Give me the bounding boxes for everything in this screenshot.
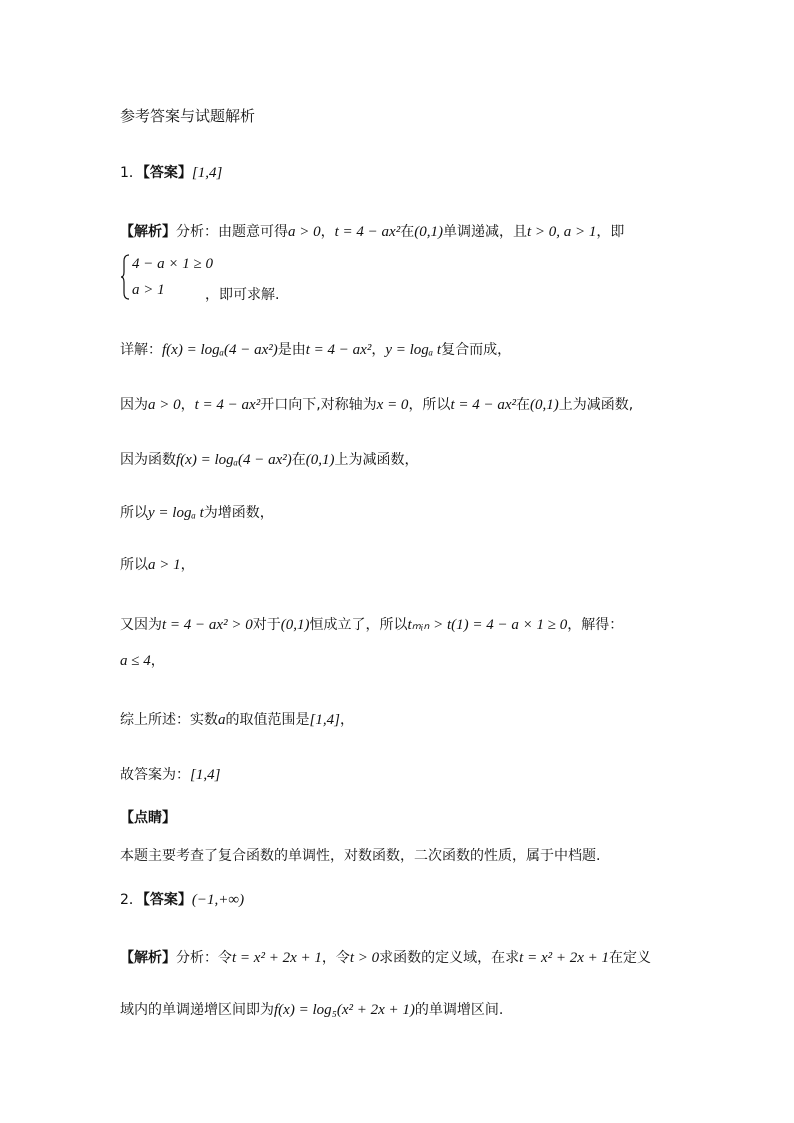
text: 在 bbox=[291, 452, 306, 468]
math: (0,1) bbox=[414, 224, 443, 240]
math: tₘᵢₙ > t(1) = 4 − a × 1 ≥ 0 bbox=[407, 617, 568, 633]
text: ， bbox=[180, 397, 195, 413]
text: 开口向下,对称轴为 bbox=[260, 397, 377, 413]
text: 又因为 bbox=[120, 617, 162, 633]
q1-detail-line bbox=[120, 340, 511, 360]
text: ，令 bbox=[321, 950, 350, 966]
text: ， bbox=[180, 557, 195, 573]
math: t > 0, a > 1 bbox=[526, 224, 597, 240]
page-title: 参考答案与试题解析 bbox=[120, 107, 256, 125]
text: 综上所述：实数 bbox=[120, 712, 218, 728]
text: 对于 bbox=[252, 617, 281, 633]
q1-remark-tag: 【点睛】 bbox=[120, 810, 176, 826]
math: x = 0 bbox=[376, 397, 409, 413]
q1-analysis-line-1 bbox=[120, 222, 624, 242]
text: 为增函数， bbox=[203, 505, 274, 521]
math: y = logₐ t bbox=[385, 342, 442, 358]
math: a bbox=[218, 712, 226, 728]
q1-summary: 本题主要考查了复合函数的单调性，对数函数，二次函数的性质，属于中档题. bbox=[120, 848, 601, 864]
text: 域内的单调递增区间即为 bbox=[120, 1002, 274, 1018]
math: a ≤ 4 bbox=[120, 653, 151, 669]
math: t = 4 − ax² bbox=[450, 397, 517, 413]
math: t = x² + 2x + 1 bbox=[232, 950, 322, 966]
q1-line-10 bbox=[120, 710, 354, 730]
text: 单调递减，且 bbox=[442, 224, 527, 240]
system-line-1: 4 − a × 1 ≥ 0 bbox=[132, 256, 213, 272]
math: (0,1) bbox=[305, 452, 335, 468]
text: 是由 bbox=[277, 342, 306, 358]
q1-line-11 bbox=[120, 765, 220, 785]
text: 恒成立了，所以 bbox=[309, 617, 408, 633]
math: (0,1) bbox=[530, 397, 559, 413]
math: f(x) = logₐ(4 − ax²) bbox=[176, 452, 292, 468]
text: ，解得： bbox=[567, 617, 624, 633]
text: 详解： bbox=[120, 342, 162, 358]
q1-line-8 bbox=[120, 615, 623, 635]
text: 因为函数 bbox=[120, 452, 176, 468]
math: t = 4 − ax² bbox=[194, 397, 261, 413]
q1-line-6 bbox=[120, 503, 274, 523]
text: 求函数的定义域，在求 bbox=[379, 950, 520, 966]
math: y = logₐ t bbox=[148, 505, 204, 521]
text: 上为减函数， bbox=[334, 452, 419, 468]
q2-number: 2． bbox=[120, 892, 143, 908]
q1-answer-tag: 【答案】 bbox=[142, 165, 192, 181]
text: 在 bbox=[400, 224, 415, 240]
text: ，所以 bbox=[408, 397, 451, 413]
text: ， bbox=[320, 224, 335, 240]
text: 故答案为： bbox=[120, 767, 190, 783]
text: ，即 bbox=[596, 224, 625, 240]
text: ， bbox=[371, 342, 386, 358]
math: t = 4 − ax² bbox=[334, 224, 401, 240]
q2-analysis-line-2 bbox=[120, 1000, 503, 1020]
math: a > 0 bbox=[148, 397, 181, 413]
text: 的单调增区间. bbox=[414, 1002, 504, 1018]
text: ， bbox=[339, 712, 354, 728]
math: t = x² + 2x + 1 bbox=[519, 950, 610, 966]
q2-analysis-tag: 【解析】 bbox=[120, 950, 176, 966]
math: (0,1) bbox=[280, 617, 310, 633]
q2-analysis-line-1 bbox=[120, 948, 651, 968]
system-line-2: a > 1 bbox=[132, 282, 165, 298]
q2-answer-line bbox=[120, 890, 244, 910]
math: t = 4 − ax² bbox=[305, 342, 372, 358]
text: 在定义 bbox=[609, 950, 652, 966]
q1-line-4 bbox=[120, 395, 633, 415]
q1-answer-value: [1,4] bbox=[191, 165, 223, 181]
math: f(x) = log₅(x² + 2x + 1) bbox=[274, 1002, 415, 1018]
text: 分析：由题意可得 bbox=[176, 224, 288, 240]
q1-analysis-tag: 【解析】 bbox=[120, 224, 176, 240]
q1-line-5 bbox=[120, 450, 419, 470]
q1-line-7 bbox=[120, 555, 195, 575]
text: 上为减函数, bbox=[558, 397, 634, 413]
math: a > 1 bbox=[148, 557, 181, 573]
math: [1,4] bbox=[190, 767, 221, 783]
text: ， bbox=[150, 653, 165, 669]
q2-answer-value: (−1,+∞) bbox=[191, 892, 245, 908]
text: 的取值范围是 bbox=[225, 712, 310, 728]
text: 分析：令 bbox=[176, 950, 232, 966]
q2-answer-tag: 【答案】 bbox=[142, 892, 192, 908]
q1-answer-line bbox=[120, 163, 222, 183]
math: f(x) = logₐ(4 − ax²) bbox=[162, 342, 278, 358]
text: 所以 bbox=[120, 505, 148, 521]
math: [1,4] bbox=[309, 712, 340, 728]
q1-line-9 bbox=[120, 651, 165, 671]
math: t = 4 − ax² > 0 bbox=[162, 617, 253, 633]
text: 在 bbox=[516, 397, 531, 413]
text: 复合而成， bbox=[441, 342, 512, 358]
math: a > 0 bbox=[288, 224, 321, 240]
math: t > 0 bbox=[349, 950, 380, 966]
q1-analysis-line-2: ，即可求解. bbox=[205, 287, 280, 303]
text: 因为 bbox=[120, 397, 148, 413]
q1-number: 1． bbox=[120, 165, 143, 181]
text: 所以 bbox=[120, 557, 148, 573]
system-brace bbox=[120, 254, 130, 300]
